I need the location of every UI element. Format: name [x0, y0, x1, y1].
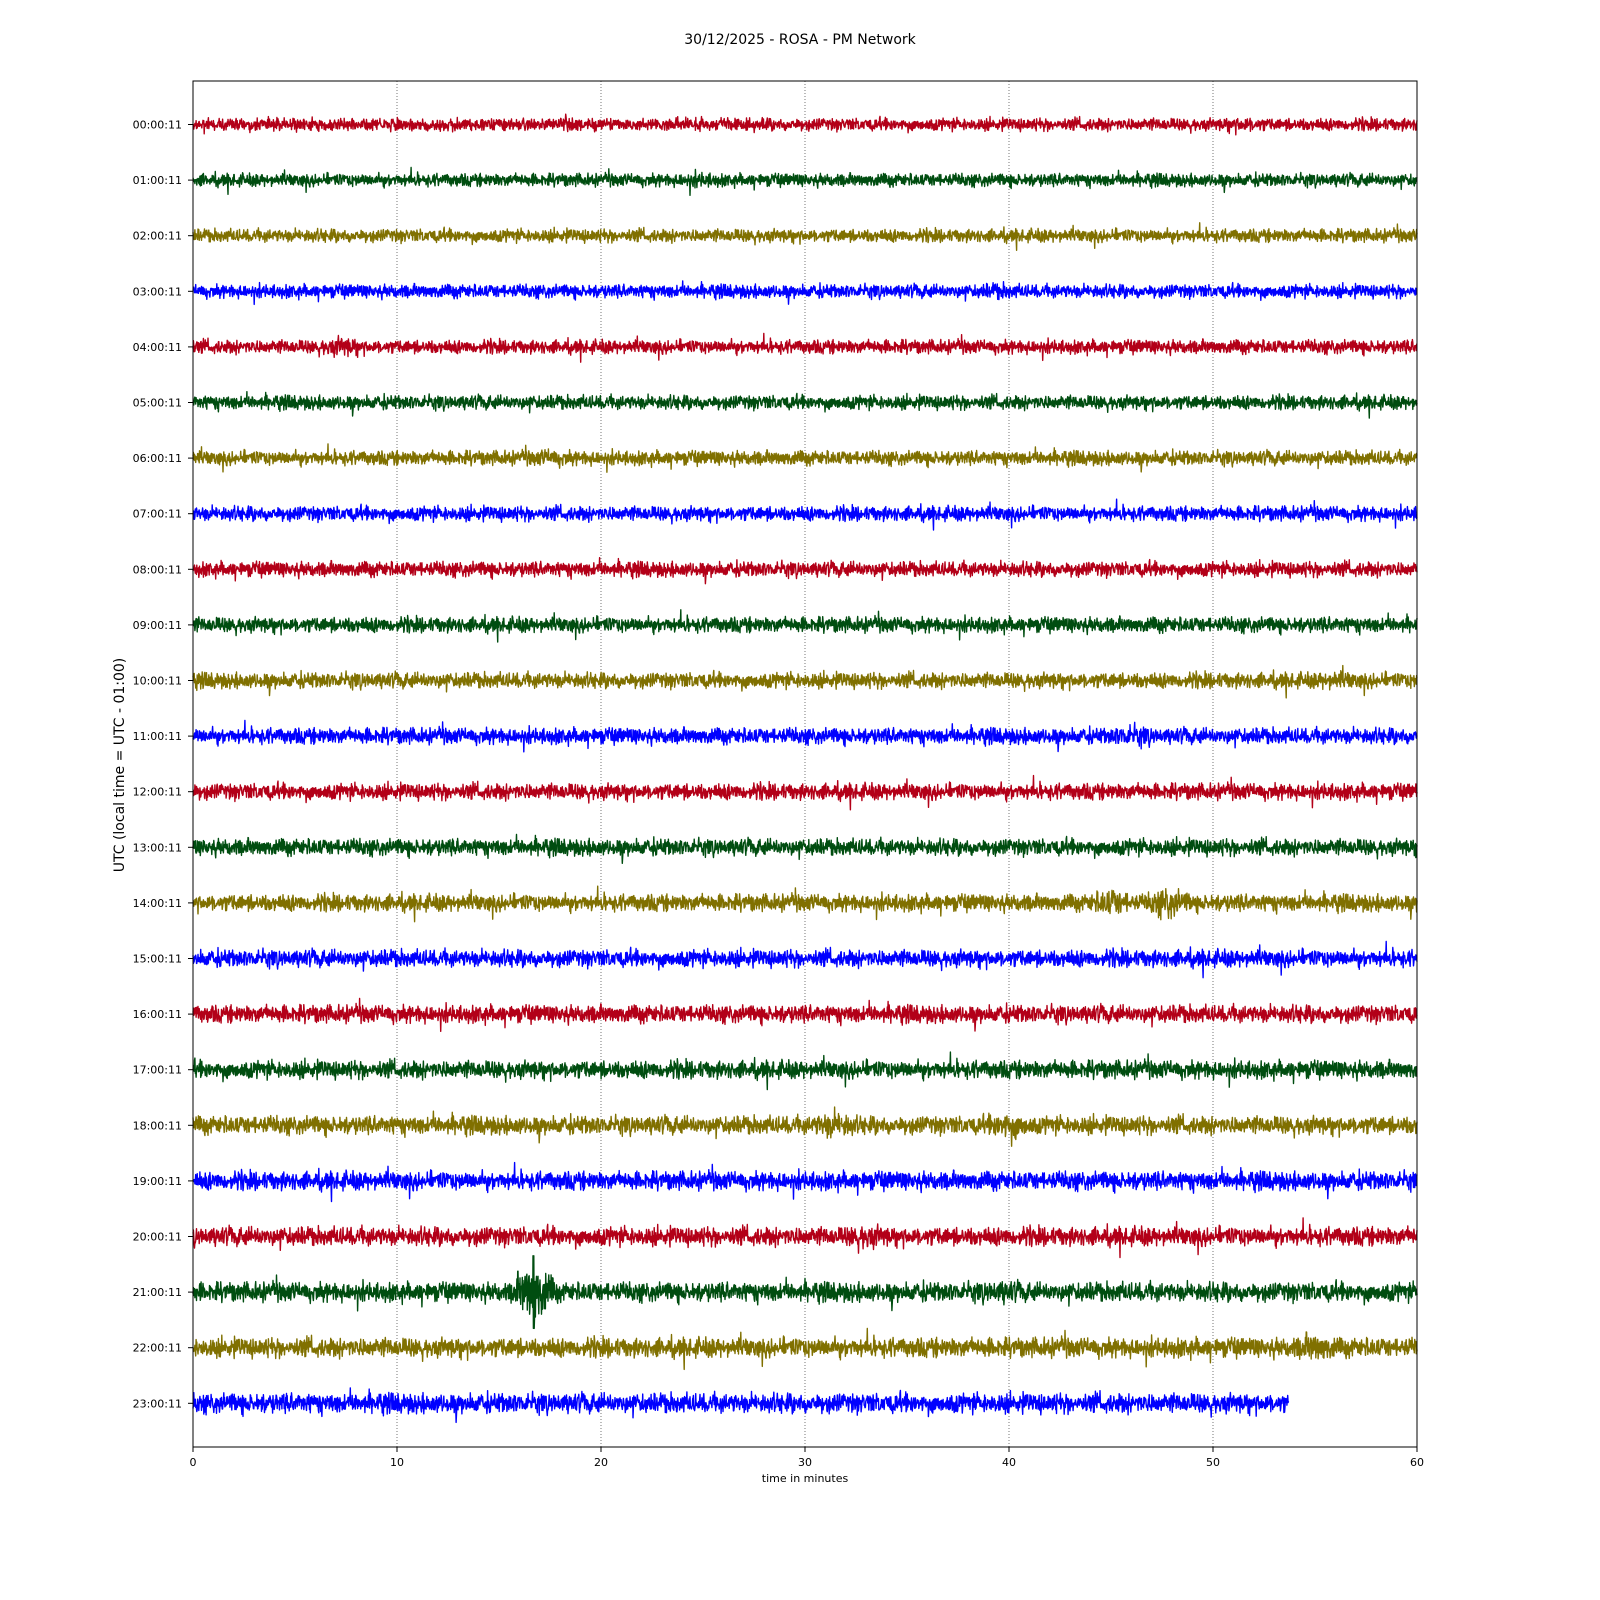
- y-tick-label-21: 21:00:11: [132, 1286, 182, 1300]
- y-axis-label: UTC (local time = UTC - 01:00): [112, 657, 128, 873]
- y-tick-label-15: 15:00:11: [132, 952, 182, 966]
- y-tick-label-6: 06:00:11: [132, 452, 182, 466]
- x-axis: [190, 1447, 1425, 1469]
- y-tick-label-0: 00:00:11: [132, 118, 182, 132]
- y-tick-label-13: 13:00:11: [132, 841, 182, 855]
- x-tick-label-0: 0: [189, 1456, 197, 1469]
- y-tick-label-10: 10:00:11: [132, 674, 182, 688]
- y-tick-label-20: 20:00:11: [132, 1230, 182, 1244]
- y-tick-label-8: 08:00:11: [132, 563, 182, 577]
- trace-06-00-11: [193, 444, 1417, 472]
- x-tick-label-2: 20: [594, 1456, 608, 1469]
- y-tick-label-7: 07:00:11: [132, 507, 182, 521]
- y-tick-label-3: 03:00:11: [132, 285, 182, 299]
- trace-22-00-11: [193, 1329, 1417, 1370]
- y-tick-label-18: 18:00:11: [132, 1119, 182, 1133]
- x-tick-label-1: 10: [390, 1456, 404, 1469]
- chart-title: 30/12/2025 - ROSA - PM Network: [684, 32, 916, 48]
- y-tick-label-22: 22:00:11: [132, 1341, 182, 1355]
- y-tick-label-19: 19:00:11: [132, 1174, 182, 1188]
- x-tick-label-3: 30: [798, 1456, 812, 1469]
- y-tick-label-4: 04:00:11: [132, 340, 182, 354]
- y-tick-label-12: 12:00:11: [132, 785, 182, 799]
- trace-09-00-11: [193, 610, 1417, 642]
- x-tick-label-5: 50: [1206, 1456, 1220, 1469]
- trace-19-00-11: [193, 1163, 1417, 1202]
- y-tick-label-14: 14:00:11: [132, 896, 182, 910]
- y-tick-label-5: 05:00:11: [132, 396, 182, 410]
- x-tick-label-4: 40: [1002, 1456, 1016, 1469]
- x-tick-label-6: 60: [1410, 1456, 1424, 1469]
- y-tick-label-2: 02:00:11: [132, 229, 182, 243]
- x-axis-label: time in minutes: [761, 1472, 849, 1485]
- y-tick-label-17: 17:00:11: [132, 1063, 182, 1077]
- y-axis: [133, 119, 193, 1411]
- y-tick-label-16: 16:00:11: [132, 1008, 182, 1022]
- y-tick-label-1: 01:00:11: [132, 174, 182, 188]
- y-tick-label-9: 09:00:11: [132, 618, 182, 632]
- trace-23-00-11: [193, 1388, 1289, 1422]
- y-tick-label-11: 11:00:11: [132, 730, 182, 744]
- y-tick-label-23: 23:00:11: [132, 1397, 182, 1411]
